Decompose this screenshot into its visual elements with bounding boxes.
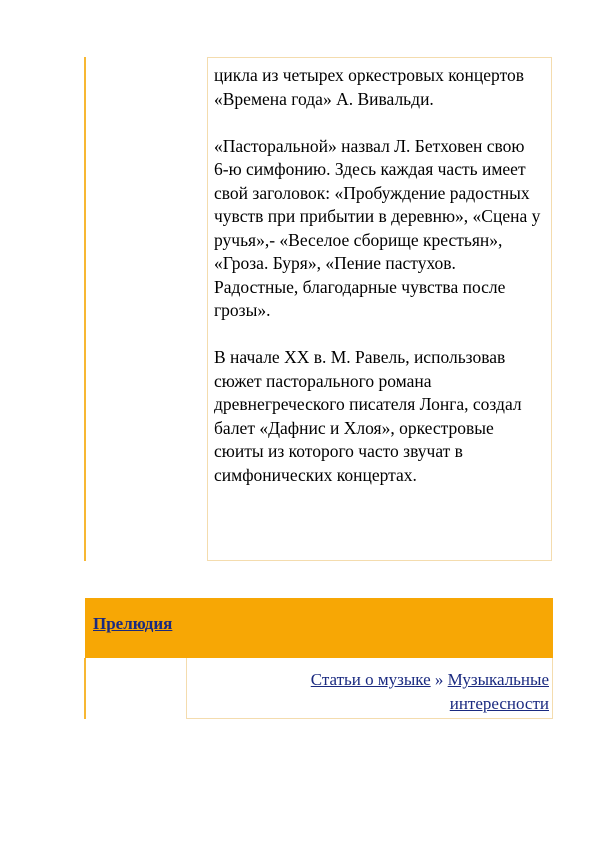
article-paragraph-3: В начале XX в. М. Равель, использовав сюжет пасторального романа древнегреческого писателя Лонга, создал балет «Дафнис и Хлоя», оркестровые сюиты из которого часто звучат в симфонических концертах. (214, 347, 522, 485)
breadcrumb-separator: » (434, 670, 444, 689)
breadcrumb-link-music-articles[interactable]: Статьи о музыке (310, 670, 431, 689)
article-text-box (207, 57, 552, 561)
article-paragraph-1: цикла из четырех оркестровых концертов «Времена года» А. Вивальди. (214, 65, 525, 109)
breadcrumb (259, 668, 549, 716)
prelude-link[interactable]: Прелюдия (93, 614, 173, 633)
breadcrumb-link-musical-curiosities[interactable]: Музыкальные интересности (447, 670, 549, 713)
article-paragraph-2: «Пасторальной» назвал Л. Бетховен свою 6-ю симфонию. Здесь каждая часть имеет свой заголовок: «Пробуждение радостных чувств при прибытии в деревню», «Сцена у ручья»,- «Веселое сборище крестьян», «Гроза. Буря», «Пение пастухов. Радостные, благодарные чувства после грозы». (214, 135, 541, 320)
left-vertical-rule-bottom (84, 658, 86, 719)
left-vertical-rule-top (84, 57, 86, 561)
